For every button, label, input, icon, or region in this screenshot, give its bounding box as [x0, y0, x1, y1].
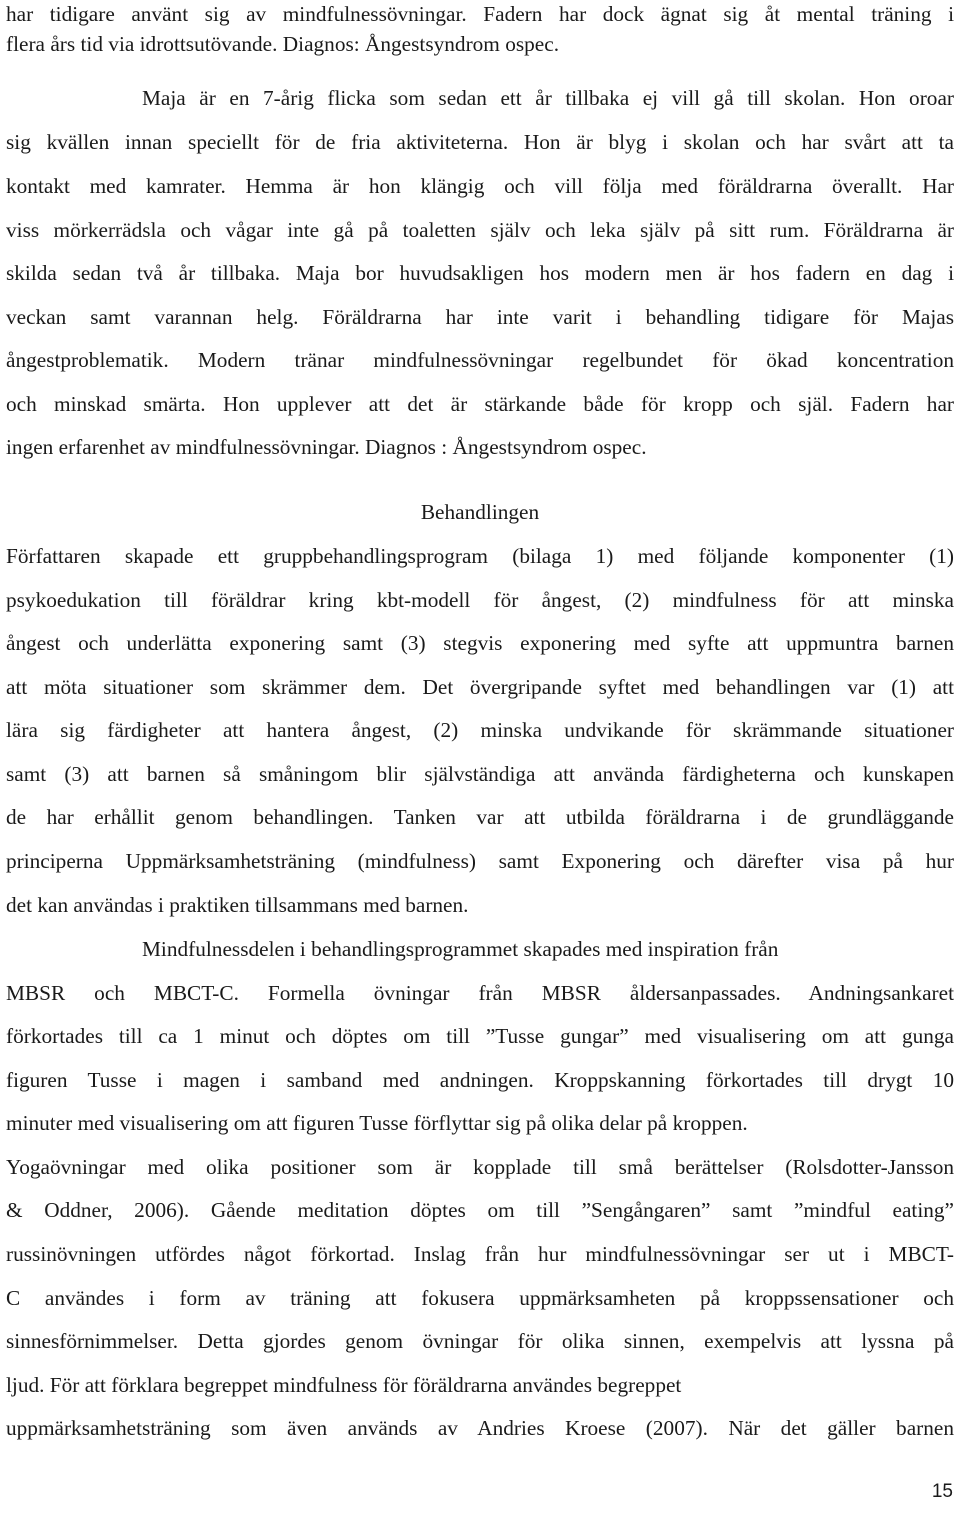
text-line: veckan samt varannan helg. Föräldrarna har inte varit i behandling tidigare för Majas — [6, 305, 954, 329]
text-line: viss mörkerrädsla och vågar inte gå på toaletten själv och leka själv på sitt rum. Föräldrarna är — [6, 218, 954, 242]
text-line: och minskad smärta. Hon upplever att det är stärkande både för kropp och själ. Fadern har — [6, 392, 954, 416]
text-line: samt (3) att barnen så småningom blir självständiga att använda färdigheterna och kunskapen — [6, 762, 954, 786]
text-line: har tidigare använt sig av mindfulnessövningar. Fadern har dock ägnat sig åt mental träning i — [6, 2, 954, 26]
text-line: principerna Uppmärksamhetsträning (mindfulness) samt Exponering och därefter visa på hur — [6, 849, 954, 873]
text-line: förkortades till ca 1 minut och döptes om till ”Tusse gungar” med visualisering om att gunga — [6, 1024, 954, 1048]
section-heading: Behandlingen — [420, 500, 540, 524]
text-line: kontakt med kamrater. Hemma är hon klängig och vill följa med föräldrarna överallt. Har — [6, 174, 954, 198]
text-line: att möta situationer som skrämmer dem. Det övergripande syftet med behandlingen var (1) att — [6, 675, 954, 699]
text-line: de har erhållit genom behandlingen. Tanken var att utbilda föräldrarna i de grundläggande — [6, 805, 954, 829]
text-line: Författaren skapade ett gruppbehandlingsprogram (bilaga 1) med följande komponenter (1) — [6, 544, 954, 568]
text-line: det kan användas i praktiken tillsammans med barnen. — [6, 893, 469, 917]
text-line: & Oddner, 2006). Gående meditation döptes om till ”Sengångaren” samt ”mindful eating” — [6, 1198, 954, 1222]
text-line: psykoedukation till föräldrar kring kbt-modell för ångest, (2) mindfulness för att minska — [6, 588, 954, 612]
text-line: russinövningen utfördes något förkortad. Inslag från hur mindfulnessövningar ser ut i MBCT- — [6, 1242, 954, 1266]
text-line: sinnesförnimmelser. Detta gjordes genom övningar för olika sinnen, exempelvis att lyssna på — [6, 1329, 954, 1353]
text-line: figuren Tusse i magen i samband med andningen. Kroppskanning förkortades till drygt 10 — [6, 1068, 954, 1092]
text-line: Yogaövningar med olika positioner som är kopplade till små berättelser (Rolsdotter-Jansson — [6, 1155, 954, 1179]
text-line: C användes i form av träning att fokusera uppmärksamheten på kroppssensationer och — [6, 1286, 954, 1310]
text-line: Mindfulnessdelen i behandlingsprogrammet skapades med inspiration från — [142, 937, 779, 961]
text-line: Maja är en 7-årig flicka som sedan ett år tillbaka ej vill gå till skolan. Hon oroar — [142, 86, 954, 110]
text-line: sig kvällen innan speciellt för de fria aktiviteterna. Hon är blyg i skolan och har svårt att ta — [6, 130, 954, 154]
text-line: ingen erfarenhet av mindfulnessövningar. Diagnos : Ångestsyndrom ospec. — [6, 435, 647, 459]
text-line: skilda sedan två år tillbaka. Maja bor huvudsakligen hos modern men är hos fadern en dag i — [6, 261, 954, 285]
text-line: minuter med visualisering om att figuren Tusse förflyttar sig på olika delar på kroppen. — [6, 1111, 748, 1135]
text-line: MBSR och MBCT-C. Formella övningar från MBSR åldersanpassades. Andningsankaret — [6, 981, 954, 1005]
text-line: ljud. För att förklara begreppet mindfulness för föräldrarna användes begreppet — [6, 1373, 682, 1397]
page-number: 15 — [931, 1481, 953, 1502]
text-line: uppmärksamhetsträning som även används av Andries Kroese (2007). När det gäller barnen — [6, 1416, 954, 1440]
text-line: ångestproblematik. Modern tränar mindfulnessövningar regelbundet för ökad koncentration — [6, 348, 954, 372]
text-line: flera års tid via idrottsutövande. Diagnos: Ångestsyndrom ospec. — [6, 32, 560, 56]
text-line: lära sig färdigheter att hantera ångest, (2) minska undvikande för skrämmande situationer — [6, 718, 954, 742]
text-line: ångest och underlätta exponering samt (3) stegvis exponering med syfte att uppmuntra barnen — [6, 631, 954, 655]
